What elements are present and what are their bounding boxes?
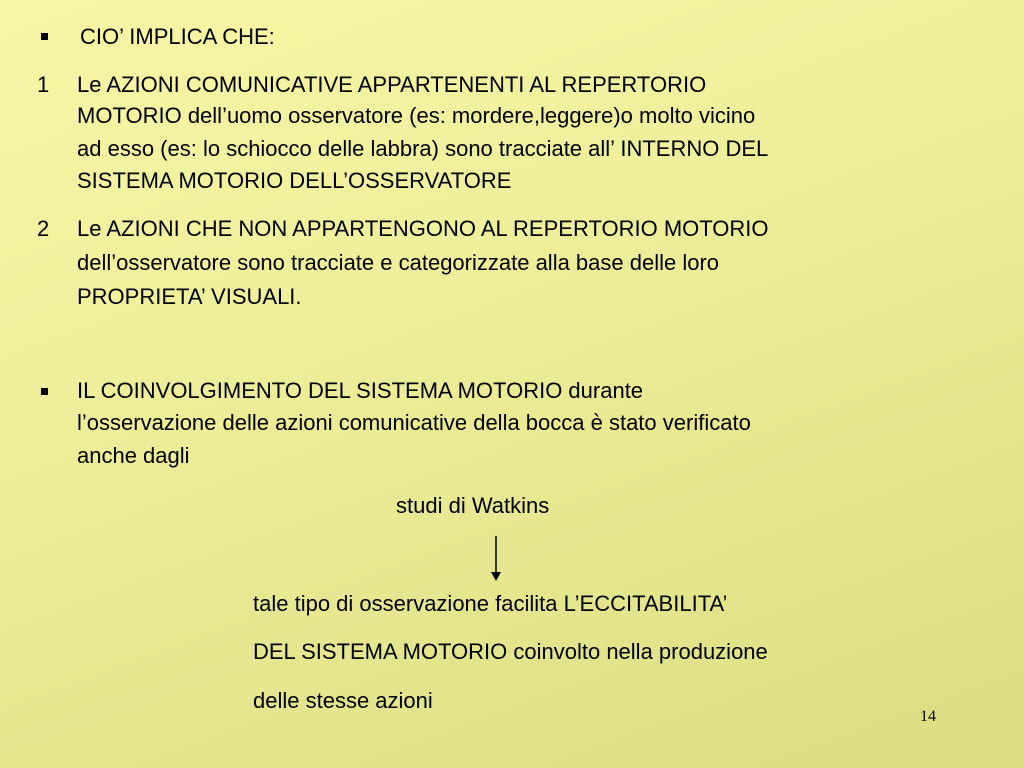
list-item-2-line-2: dell’osservatore sono tracciate e categorizzate alla base delle loro [77,250,720,275]
list-item-2-line-1: Le AZIONI CHE NON APPARTENGONO AL REPERTORIO MOTORIO [77,216,769,241]
conclusion-line-1: tale tipo di osservazione facilita L’ECCITABILITA’ [253,591,728,616]
conclusion-line-3: delle stesse azioni [253,688,433,713]
square-bullet-icon [41,33,48,40]
conclusion-line-2: DEL SISTEMA MOTORIO coinvolto nella produzione [253,639,768,664]
square-bullet-icon [41,388,48,395]
bullet-2-line-1: IL COINVOLGIMENTO DEL SISTEMA MOTORIO durante [77,378,644,403]
list-item-1-line-4: SISTEMA MOTORIO DELL’OSSERVATORE [77,168,512,193]
list-item-2-line-3: PROPRIETA’ VISUALI. [77,284,302,309]
bullet-2-line-3: anche dagli [77,443,190,468]
list-item-1-line-1: Le AZIONI COMUNICATIVE APPARTENENTI AL REPERTORIO [77,72,707,97]
list-item-1-line-3: ad esso (es: lo schiocco delle labbra) sono tracciate all’ INTERNO DEL [77,136,769,161]
list-item-2-number: 2 [37,216,50,241]
list-item-1-line-2: MOTORIO dell’uomo osservatore (es: mordere,leggere)o molto vicino [77,103,756,128]
down-arrow-icon [489,536,503,582]
list-item-1-number: 1 [37,72,50,97]
bullet-2-line-2: l’osservazione delle azioni comunicative della bocca è stato verificato [77,410,751,435]
watkins-studies: studi di Watkins [396,493,550,518]
intro-text: CIO’ IMPLICA CHE: [80,24,275,49]
page-number: 14 [920,708,936,725]
